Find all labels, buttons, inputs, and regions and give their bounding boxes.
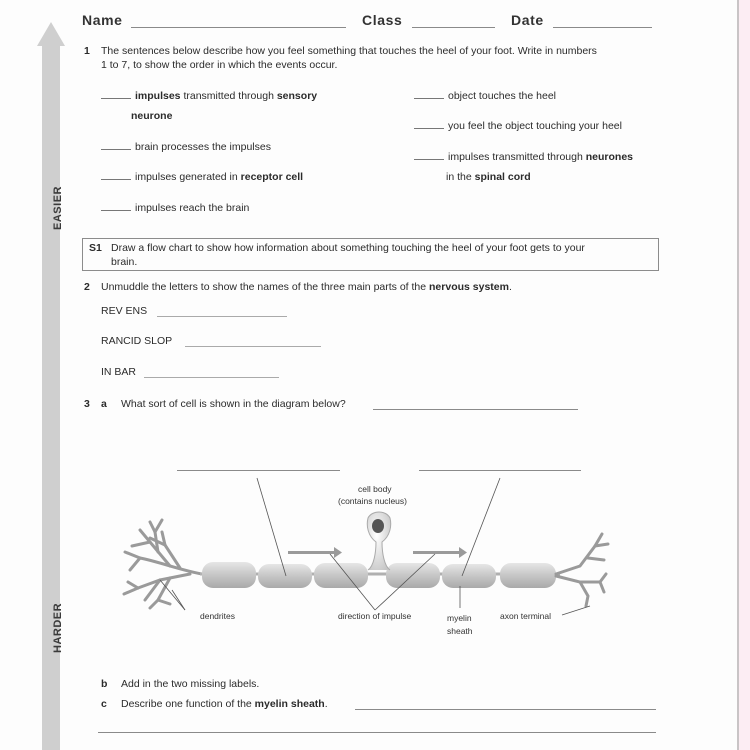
q2-prompt-text: Unmuddle the letters to show the names of the three main parts of the <box>101 281 430 293</box>
q3b-letter: b <box>101 678 108 690</box>
q1-order-item <box>414 120 622 133</box>
myelin-label-1: myelin <box>447 613 472 623</box>
q3a-letter: a <box>101 398 107 410</box>
q3-number: 3 <box>84 398 90 410</box>
q3c-letter: c <box>101 698 107 710</box>
q1-item-text: you feel the object touching your heel <box>448 120 622 132</box>
myelin-segment <box>500 563 556 588</box>
anagram-1: REV ENS <box>101 305 148 317</box>
cell-body-label-2: (contains nucleus) <box>338 496 407 506</box>
anagram-3: IN BAR <box>101 366 137 378</box>
date-label: Date <box>511 12 544 28</box>
order-number-blank[interactable] <box>414 98 444 99</box>
direction-label: direction of impulse <box>338 611 412 621</box>
q1-item-text: transmitted through <box>180 90 277 102</box>
q2-prompt <box>101 281 512 294</box>
class-field[interactable] <box>412 27 495 28</box>
page-edge <box>737 0 750 750</box>
q1-item-text: receptor cell <box>240 171 304 183</box>
name-label: Name <box>82 12 123 28</box>
order-number-blank[interactable] <box>101 179 131 180</box>
anagram-1-answer[interactable] <box>157 316 287 317</box>
q1-item-text: object touches the heel <box>448 90 556 102</box>
q1-order-item <box>414 151 633 164</box>
q1-item-text: brain processes the impulses <box>135 141 271 153</box>
dendrites-icon <box>124 520 202 608</box>
cell-body-label-1: cell body <box>358 484 392 494</box>
myelin-label-2: sheath <box>447 626 473 636</box>
q3b-text: Add in the two missing labels. <box>121 678 260 690</box>
q1-prompt-line1: The sentences below describe how you feel something that touches the heel of your foot. Write in numbers <box>101 45 597 57</box>
q1-item-text: impulses transmitted through <box>448 151 586 163</box>
q1-item-continuation <box>131 110 172 123</box>
s1-line1: Draw a flow chart to show how information about something touching the heel of your foot gets to your <box>111 242 585 254</box>
date-field[interactable] <box>553 27 652 28</box>
q3a-text: What sort of cell is shown in the diagram below? <box>121 398 346 410</box>
dendrites-label: dendrites <box>200 611 235 621</box>
q2-prompt-end: . <box>508 281 512 293</box>
q3c-answer-line-1[interactable] <box>355 709 656 710</box>
myelin-segment <box>202 562 256 588</box>
myelin-segment <box>442 564 496 588</box>
axon-terminal-icon <box>556 534 608 606</box>
q1-prompt-line2: 1 to 7, to show the order in which the events occur. <box>101 59 338 71</box>
q1-item-text: in the <box>446 171 475 183</box>
axon-terminal-label: axon terminal <box>500 611 552 621</box>
q1-item-text: spinal cord <box>474 171 531 183</box>
anagram-2: RANCID SLOP <box>101 335 173 347</box>
easier-label: EASIER <box>52 186 64 230</box>
order-number-blank[interactable] <box>101 98 131 99</box>
q3c-text <box>121 698 328 711</box>
q1-number: 1 <box>84 45 90 57</box>
q2-prompt-bold: nervous system <box>429 281 509 293</box>
q3c-answer-line-2[interactable] <box>98 732 656 733</box>
s1-line2: brain. <box>111 256 138 268</box>
q1-order-item <box>101 202 249 215</box>
myelin-segment <box>314 563 368 588</box>
q3c-text-end: . <box>324 698 328 710</box>
myelin-segment <box>258 564 312 588</box>
harder-label: HARDER <box>52 602 64 653</box>
q1-item-continuation <box>446 171 531 184</box>
q1-item-text: sensory <box>276 90 318 102</box>
q3a-answer[interactable] <box>373 409 578 410</box>
q3c-text-bold: myelin sheath <box>254 698 325 710</box>
name-field[interactable] <box>131 27 346 28</box>
q3c-text-pre: Describe one function of the <box>121 698 255 710</box>
order-number-blank[interactable] <box>101 210 131 211</box>
q1-item-text: neurone <box>131 110 173 122</box>
nucleus-icon <box>372 519 384 533</box>
q1-order-item <box>414 90 556 103</box>
s1-number: S1 <box>89 242 102 254</box>
order-number-blank[interactable] <box>101 149 131 150</box>
q1-item-text: impulses <box>135 90 181 102</box>
order-number-blank[interactable] <box>414 159 444 160</box>
class-label: Class <box>362 12 403 28</box>
q1-item-text: impulses generated in <box>135 171 241 183</box>
order-number-blank[interactable] <box>414 128 444 129</box>
q1-order-item <box>101 171 303 184</box>
q1-item-text: neurones <box>585 151 633 163</box>
q1-order-item <box>101 141 271 154</box>
q1-order-item <box>101 90 317 103</box>
myelin-segment <box>386 563 440 588</box>
anagram-3-answer[interactable] <box>144 377 279 378</box>
anagram-2-answer[interactable] <box>185 346 321 347</box>
q1-item-text: impulses reach the brain <box>135 202 250 214</box>
q2-number: 2 <box>84 281 90 293</box>
